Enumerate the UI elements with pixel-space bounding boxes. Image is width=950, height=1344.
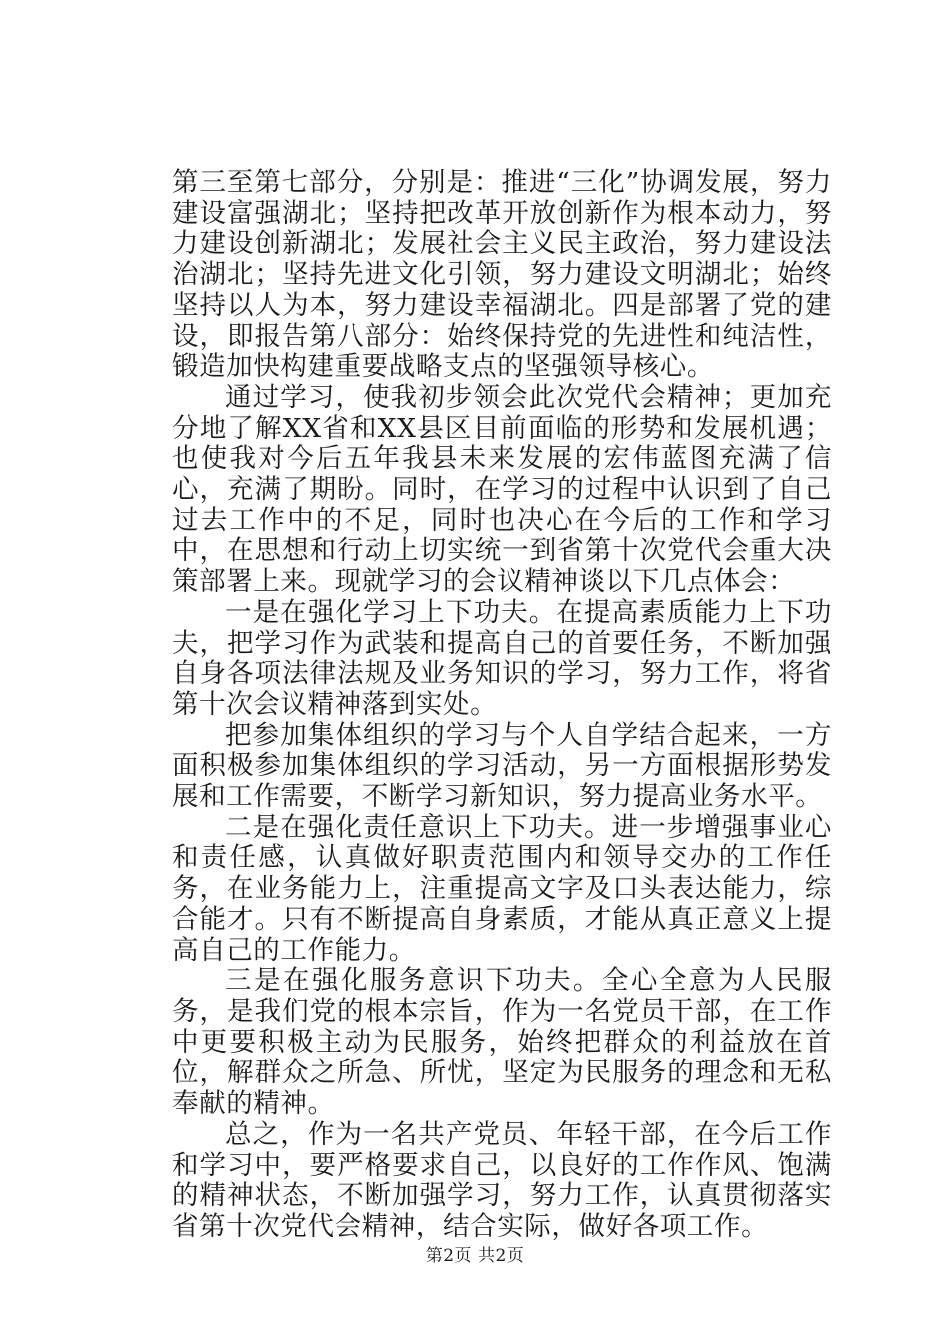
paragraph-study-reflection: 通过学习，使我初步领会此次党代会精神；更加充分地了解XX省和XX县区目前面临的形势和发展机遇；也使我对今后五年我县未来发展的宏伟蓝图充满了信心，充满了期盼。同时，在学习的过程中认识到了自己过去工作中的不足，同时也决心在今后的工作和学习中，在思想和行动上切实统一到省第十次党代会重大决策部署上来。现就学习的会议精神谈以下几点体会： (172, 381, 832, 598)
paragraph-point-three: 三是在强化服务意识下功夫。全心全意为人民服务，是我们党的根本宗旨，作为一名党员干部，在工作中更要积极主动为民服务，始终把群众的利益放在首位，解群众之所急、所忧，坚定为民服务的理念和无私奉献的精神。 (172, 965, 832, 1120)
page-number-footer: 第2页 共2页 (425, 1246, 525, 1266)
document-body (172, 168, 832, 1243)
paragraph-conclusion: 总之，作为一名共产党员、年轻干部，在今后工作和学习中，要严格要求自己，以良好的工作作风、饱满的精神状态，不断加强学习，努力工作，认真贯彻落实省第十次党代会精神，结合实际，做好各项工作。 (172, 1118, 832, 1242)
paragraph-collective-study: 把参加集体组织的学习与个人自学结合起来，一方面积极参加集体组织的学习活动，另一方面根据形势发展和工作需要，不断学习新知识，努力提高业务水平。 (172, 719, 832, 813)
paragraph-continuation: 第三至第七部分，分别是：推进“三化”协调发展，努力建设富强湖北；坚持把改革开放创新作为根本动力，努力建设创新湖北；发展社会主义民主政治，努力建设法治湖北；坚持先进文化引领，努力建设文明湖北；始终坚持以人为本，努力建设幸福湖北。四是部署了党的建设，即报告第八部分：始终保持党的先进性和纯洁性，锻造加快构建重要战略支点的坚强领导核心。 (172, 167, 832, 383)
paragraph-point-two: 二是在强化责任意识上下功夫。进一步增强事业心和责任感，认真做好职责范围内和领导交办的工作任务，在业务能力上，注重提高文字及口头表达能力，综合能才。只有不断提高自身素质，才能从真正意义上提高自己的工作能力。 (172, 811, 832, 966)
paragraph-point-one: 一是在强化学习上下功夫。在提高素质能力上下功夫，把学习作为武装和提高自己的首要任务，不断加强自身各项法律法规及业务知识的学习，努力工作，将省第十次会议精神落到实处。 (172, 596, 832, 720)
